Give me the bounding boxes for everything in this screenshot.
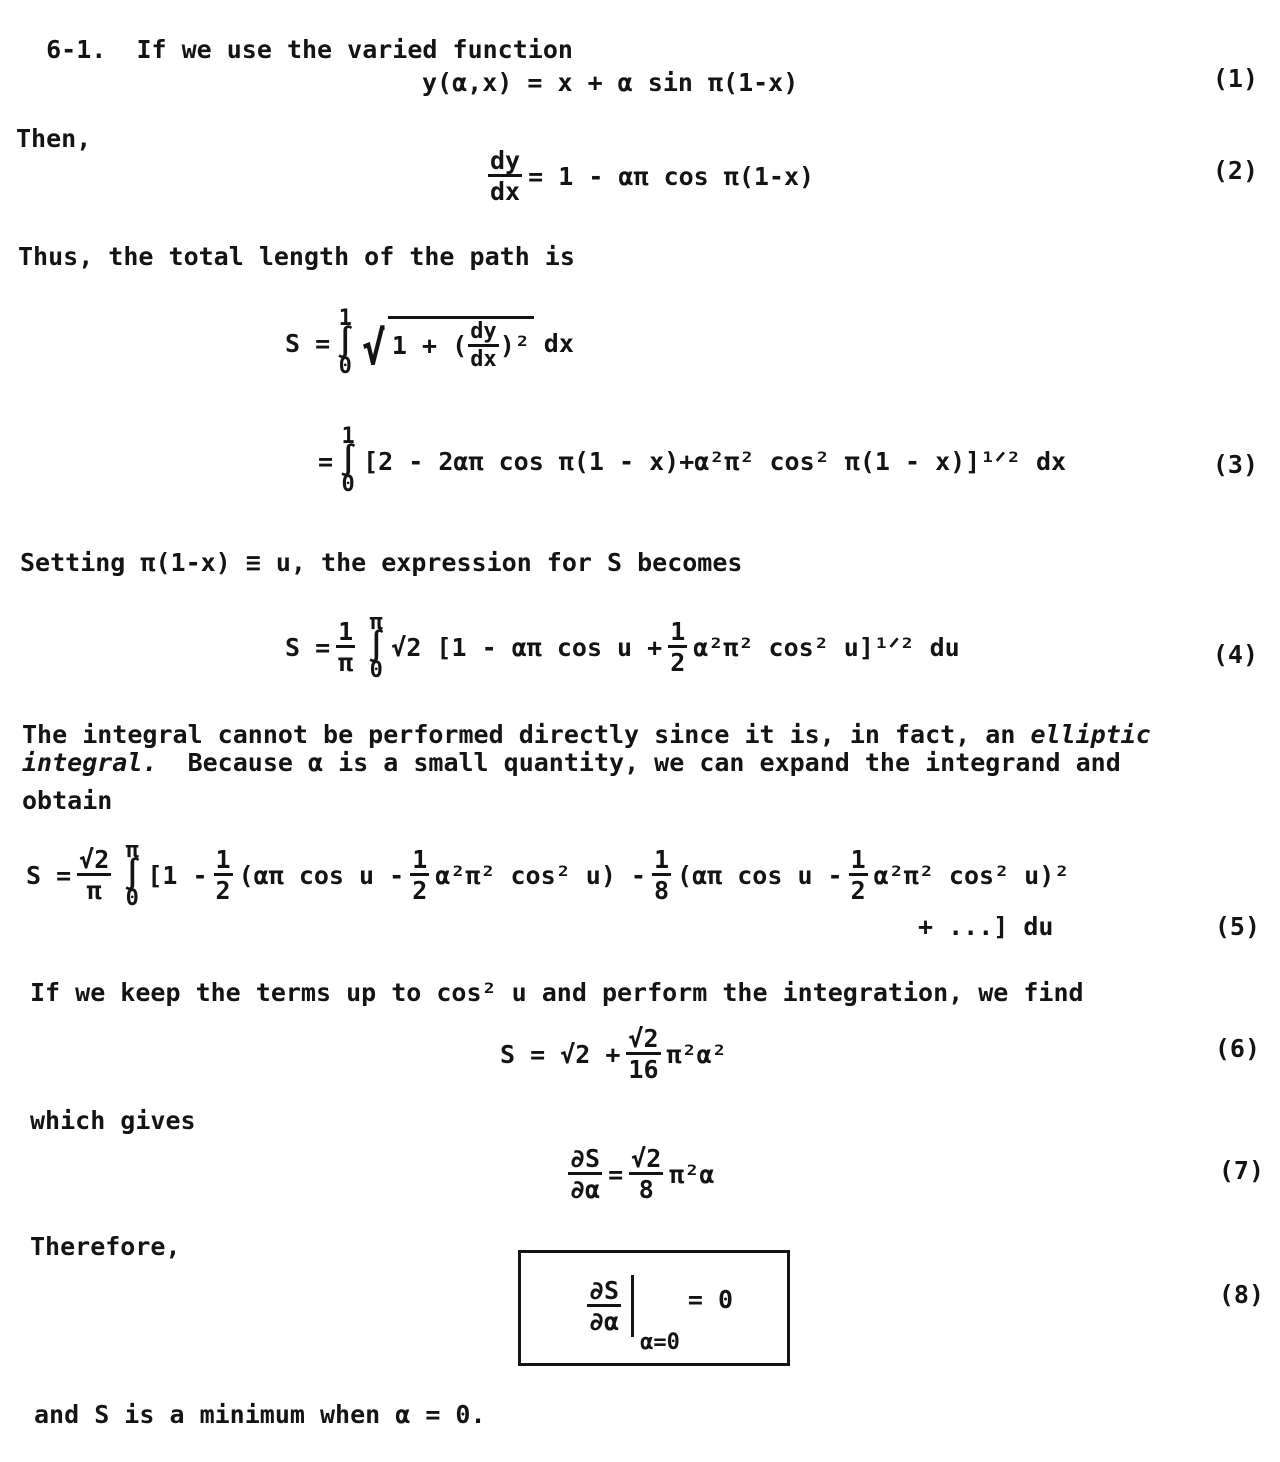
equation-5-part: (απ cos u - bbox=[677, 860, 843, 890]
intro-text: If we use the varied function bbox=[136, 35, 573, 64]
fraction-denominator: π bbox=[338, 648, 354, 677]
fraction-denominator: 8 bbox=[653, 876, 670, 905]
equation-4-body-a: √2 [1 - απ cos u + bbox=[391, 632, 663, 662]
therefore-text: Therefore, bbox=[30, 1232, 181, 1261]
equation-1-body: y(α,x) = x + α sin π(1-x) bbox=[422, 68, 799, 97]
fraction-numerator: 1 bbox=[338, 617, 354, 646]
equation-5-continuation: + ...] du bbox=[918, 912, 1054, 941]
lower-limit: 0 bbox=[125, 886, 139, 911]
equation-4-label: (4) bbox=[1212, 640, 1258, 669]
integral-sign: π ∫ 0 bbox=[367, 610, 386, 683]
equation-5-lhs: S = bbox=[26, 860, 72, 890]
sqrt-inside-end: )² bbox=[499, 331, 530, 360]
evaluation-subscript: α=0 bbox=[640, 1330, 680, 1355]
path-length-text: Thus, the total length of the path is bbox=[18, 242, 575, 271]
fraction-denominator: 16 bbox=[628, 1055, 659, 1084]
paragraph-line-2 bbox=[22, 750, 1121, 775]
half-fraction bbox=[849, 847, 868, 903]
equation-4-body-b: α²π² cos² u]¹ᐟ² du bbox=[693, 632, 960, 662]
equation-8-label: (8) bbox=[1218, 1280, 1264, 1309]
equation-8-rhs: = 0 bbox=[687, 1284, 734, 1314]
fraction-numerator: 1 bbox=[412, 845, 428, 874]
root2-over-16-fraction bbox=[626, 1026, 660, 1082]
which-gives-text: which gives bbox=[30, 1106, 196, 1135]
fraction-numerator: 1 bbox=[850, 845, 866, 874]
integral-sign: 1 ∫ 0 bbox=[336, 306, 355, 379]
upper-limit: π bbox=[369, 610, 383, 635]
equation-5-part: α²π² cos² u)² bbox=[873, 860, 1070, 890]
equation-6 bbox=[500, 1026, 727, 1082]
equation-3a-lhs: S = bbox=[285, 328, 331, 358]
integral-sign: 1 ∫ 0 bbox=[339, 424, 358, 497]
substitution-text: Setting π(1-x) ≡ u, the expression for S becomes bbox=[20, 548, 743, 577]
conclusion-text: and S is a minimum when α = 0. bbox=[34, 1400, 486, 1429]
square-root: √ 1 + ( $\frac{dy}{dx}$ )² bbox=[360, 316, 534, 371]
equation-1-label: (1) bbox=[1212, 64, 1258, 93]
italic-term: elliptic bbox=[1030, 720, 1151, 749]
root2-over-pi-fraction bbox=[77, 847, 111, 903]
equation-3b-body: [2 - 2απ cos π(1 - x)+α²π² cos² π(1 - x)]¹ᐟ² dx bbox=[363, 446, 1067, 476]
equation-6-label: (6) bbox=[1214, 1034, 1260, 1063]
fraction-numerator: 1 bbox=[670, 617, 686, 646]
equation-3b-lhs: = bbox=[318, 446, 334, 476]
equation-3a bbox=[285, 308, 574, 378]
lower-limit: 0 bbox=[341, 472, 355, 497]
fraction-numerator: 1 bbox=[215, 845, 231, 874]
lower-limit: 0 bbox=[338, 354, 352, 379]
equation-2 bbox=[482, 148, 814, 204]
half-fraction bbox=[214, 847, 233, 903]
equation-3-label: (3) bbox=[1212, 450, 1258, 479]
paragraph-line-1 bbox=[22, 722, 1151, 747]
equation-7 bbox=[562, 1146, 714, 1202]
equation-6-rhs: π²α² bbox=[666, 1039, 727, 1069]
fraction-denominator: 2 bbox=[850, 876, 866, 905]
fraction-numerator: √2 bbox=[628, 1024, 659, 1053]
result-box bbox=[518, 1250, 790, 1366]
root2-over-8-fraction bbox=[629, 1146, 663, 1202]
equation-5-part: [1 - bbox=[147, 860, 208, 890]
dy-dx-fraction bbox=[488, 148, 522, 204]
fraction-denominator: dx bbox=[470, 346, 497, 372]
problem-number: 6-1. bbox=[46, 35, 107, 64]
fraction-denominator: 2 bbox=[215, 876, 231, 905]
dy-dx-fraction bbox=[468, 318, 499, 372]
equation-3b bbox=[318, 426, 1066, 496]
paragraph-text: The integral cannot be performed directly since it is, in fact, an bbox=[22, 720, 1016, 749]
fraction-numerator: ∂S bbox=[589, 1276, 620, 1305]
problem-header bbox=[16, 12, 573, 62]
equation-4-lhs: S = bbox=[285, 632, 331, 662]
fraction-numerator: √2 bbox=[79, 845, 110, 874]
equation-2-rhs: = 1 - απ cos π(1-x) bbox=[528, 161, 815, 191]
sqrt-inside: 1 + ( bbox=[391, 331, 468, 360]
fraction-numerator: dy bbox=[468, 321, 499, 347]
fraction-numerator: √2 bbox=[631, 1144, 662, 1173]
upper-limit: π bbox=[125, 838, 139, 863]
fraction-denominator: 2 bbox=[670, 648, 686, 677]
paragraph-line-3: obtain bbox=[22, 786, 113, 815]
equation-1 bbox=[422, 70, 798, 95]
integral-sign: π ∫ 0 bbox=[123, 838, 142, 911]
fraction-denominator: 2 bbox=[412, 876, 428, 905]
fraction-denominator: π bbox=[86, 876, 102, 905]
paragraph-text: Because α is a small quantity, we can expand the integrand and bbox=[187, 748, 1121, 777]
fraction-numerator: ∂S bbox=[570, 1144, 601, 1173]
upper-limit: 1 bbox=[338, 306, 352, 331]
partial-derivative-fraction bbox=[568, 1146, 602, 1202]
then-text: Then, bbox=[16, 124, 92, 153]
evaluation-bar bbox=[631, 1275, 634, 1337]
equation-7-label: (7) bbox=[1218, 1156, 1264, 1185]
fraction-denominator: ∂α bbox=[570, 1175, 601, 1204]
half-fraction bbox=[410, 847, 429, 903]
equation-7-rhs: π²α bbox=[669, 1159, 715, 1189]
equals-sign: = bbox=[608, 1159, 624, 1189]
fraction-numerator: 1 bbox=[653, 845, 670, 874]
fraction-denominator: ∂α bbox=[589, 1307, 620, 1336]
upper-limit: 1 bbox=[341, 424, 355, 449]
equation-5-part: α²π² cos² u) - bbox=[435, 860, 646, 890]
equation-5-label: (5) bbox=[1214, 912, 1260, 941]
half-fraction bbox=[668, 619, 687, 675]
keep-terms-text: If we keep the terms up to cos² u and perform the integration, we find bbox=[30, 978, 1084, 1007]
one-over-pi-fraction bbox=[336, 619, 355, 675]
lower-limit: 0 bbox=[369, 658, 383, 683]
equation-2-label: (2) bbox=[1212, 156, 1258, 185]
fraction-denominator: 8 bbox=[638, 1175, 654, 1204]
partial-derivative-fraction bbox=[587, 1278, 621, 1334]
fraction-denominator: dx bbox=[490, 177, 521, 206]
eighth-fraction bbox=[652, 847, 671, 903]
equation-5 bbox=[26, 840, 1069, 910]
equation-8 bbox=[581, 1275, 734, 1355]
equation-6-lhs: S = √2 + bbox=[500, 1039, 621, 1069]
fraction-numerator: dy bbox=[490, 146, 521, 175]
italic-term: integral. bbox=[22, 748, 158, 777]
differential: dx bbox=[543, 328, 574, 358]
equation-5-part: (απ cos u - bbox=[238, 860, 405, 890]
equation-4 bbox=[285, 612, 960, 682]
